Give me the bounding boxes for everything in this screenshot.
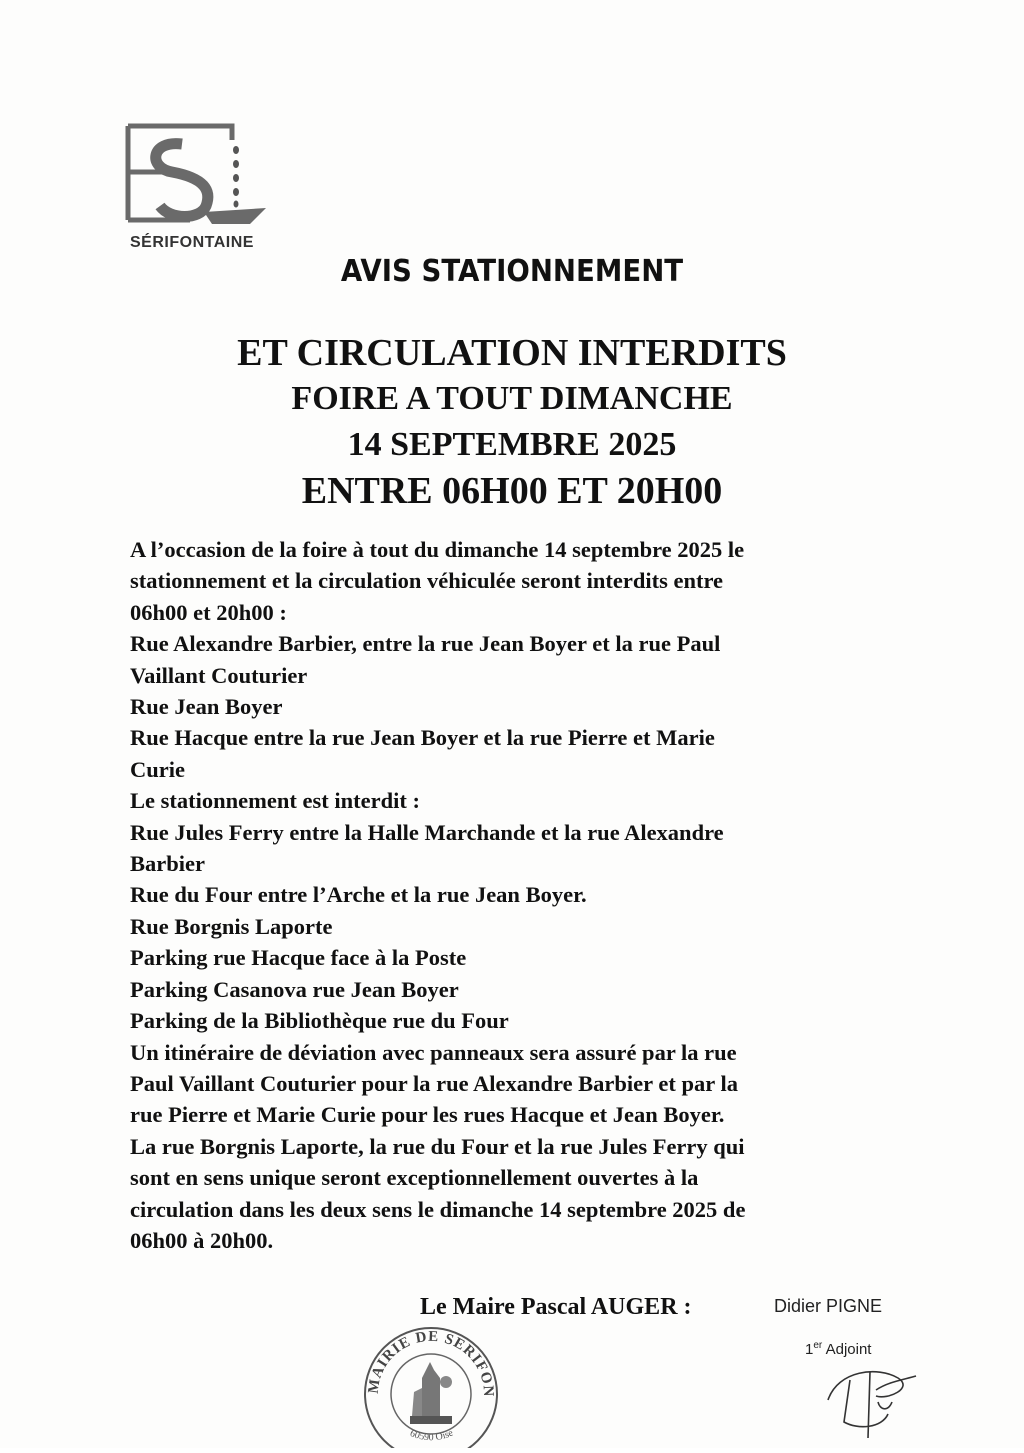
body-line: sont en sens unique seront exceptionnellement ouvertes à la (130, 1165, 699, 1191)
notice-title: AVIS STATIONNEMENT (340, 254, 684, 289)
seal-stamp-icon (356, 1312, 506, 1448)
body-line: Rue Jules Ferry entre la Halle Marchande et la rue Alexandre (130, 819, 724, 845)
body-line: A l’occasion de la foire à tout du dimanche 14 septembre 2025 le (130, 537, 745, 562)
svg-text:60590 Oise: 60590 Oise (408, 1427, 455, 1444)
body-line: Paul Vaillant Couturier pour la rue Alexandre Barbier et par la (130, 1070, 738, 1096)
body-line: Rue du Four entre l’Arche et la rue Jean Boyer. (130, 882, 587, 908)
fountain-icon (120, 120, 280, 232)
subtitle-line-4: ENTRE 06H00 ET 20H00 (301, 470, 723, 512)
body-line: 06h00 à 20h00. (130, 1227, 274, 1253)
body-line: Parking rue Hacque face à la Poste (130, 945, 467, 971)
mayor-signature-label: Le Maire Pascal AUGER : (420, 1294, 692, 1320)
subtitle-line-2: FOIRE A TOUT DIMANCHE (291, 380, 733, 417)
body-line: circulation dans les deux sens le dimanche 14 septembre 2025 de (130, 1196, 746, 1222)
body-line: rue Pierre et Marie Curie pour les rues Hacque et Jean Boyer. (130, 1102, 725, 1128)
town-name: SÉRIFONTAINE (130, 234, 254, 251)
body-line: 06h00 et 20h00 : (130, 599, 287, 625)
body-line: Parking Casanova rue Jean Boyer (130, 976, 459, 1002)
body-line: Curie (130, 756, 185, 782)
body-line: La rue Borgnis Laporte, la rue du Four et la rue Jules Ferry qui (130, 1133, 745, 1159)
signature-scribble-icon (818, 1350, 928, 1440)
body-line: Rue Borgnis Laporte (130, 913, 333, 939)
svg-text:MAIRIE DE SERIFONTAINE: MAIRIE DE SERIFON (365, 1328, 497, 1398)
subtitle-line-3: 14 SEPTEMBRE 2025 (347, 426, 677, 463)
body-line: stationnement et la circulation véhiculée seront interdits entre (130, 568, 724, 594)
body-line: Le stationnement est interdit : (130, 788, 420, 814)
body-line: Parking de la Bibliothèque rue du Four (130, 1008, 509, 1034)
notice-body (130, 534, 890, 1256)
subtitle-line-1: ET CIRCULATION INTERDITS (237, 332, 787, 374)
body-line: Rue Jean Boyer (130, 694, 283, 720)
mairie-seal (356, 1312, 506, 1448)
body-line: Rue Alexandre Barbier, entre la rue Jean Boyer et la rue Paul (130, 631, 721, 657)
body-line: Barbier (130, 851, 205, 877)
body-line: Un itinéraire de déviation avec panneaux sera assuré par la rue (130, 1039, 737, 1065)
notice-subtitle (0, 330, 1024, 514)
handwritten-signature (818, 1350, 928, 1440)
body-line: Rue Hacque entre la rue Jean Boyer et la rue Pierre et Marie (130, 725, 715, 751)
deputy-role: 1er Adjoint (805, 1340, 872, 1358)
deputy-name: Didier PIGNE (774, 1296, 883, 1316)
body-line: Vaillant Couturier (130, 662, 308, 688)
serifontaine-logo (120, 120, 280, 260)
